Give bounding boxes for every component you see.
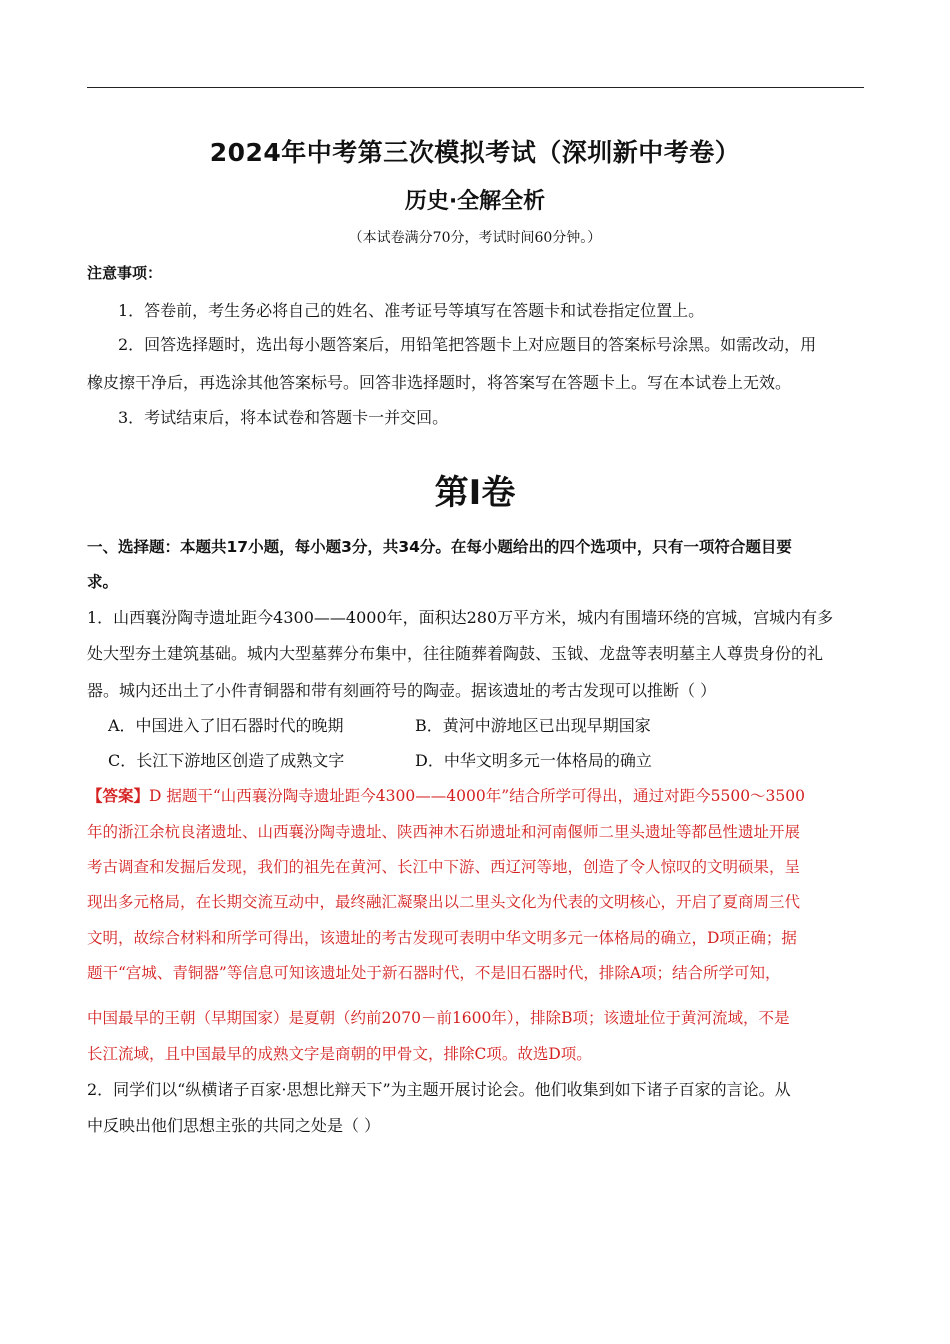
question-1-stem: 器。城内还出土了小件青铜器和带有刻画符号的陶壶。据该遗址的考古发现可以推断（ ） [87, 681, 717, 700]
answer-line: 中国最早的王朝（早期国家）是夏朝（约前2070－前1600年），排除B项；该遗址位于黄河流域，不是 [87, 1009, 790, 1027]
question-1-option-a: A．中国进入了旧石器时代的晚期 [108, 716, 344, 735]
question-1-answer [87, 784, 805, 806]
question-1-stem: 处大型夯土建筑基础。城内大型墓葬分布集中，往往随葬着陶鼓、玉钺、龙盘等表明墓主人尊贵身份的礼 [87, 644, 824, 663]
answer-line: 文明，故综合材料和所学可得出，该遗址的考古发现可表明中华文明多元一体格局的确立，D项正确；据 [87, 929, 797, 947]
question-2-stem: 2．同学们以“纵横诸子百家·思想比辩天下”为主题开展讨论会。他们收集到如下诸子百家的言论。从 [87, 1080, 791, 1099]
answer-line: 考古调查和发掘后发现，我们的祖先在黄河、长江中下游、西辽河等地，创造了令人惊叹的文明硕果，呈 [87, 858, 801, 876]
notice-item: 1．答卷前，考生务必将自己的姓名、准考证号等填写在答题卡和试卷指定位置上。 [118, 301, 705, 320]
answer-label: 【答案】 [87, 786, 150, 805]
notice-item: 橡皮擦干净后，再选涂其他答案标号。回答非选择题时，将答案写在答题卡上。写在本试卷上无效。 [87, 373, 792, 392]
question-2-stem: 中反映出他们思想主张的共同之处是（ ） [87, 1116, 381, 1135]
answer-line: 题干“宫城、青铜器”等信息可知该遗址处于新石器时代，不是旧石器时代，排除A项；结合所学可知， [87, 964, 781, 982]
question-1-option-c: C．长江下游地区创造了成熟文字 [108, 751, 345, 770]
notice-item: 3．考试结束后，将本试卷和答题卡一并交回。 [118, 408, 449, 427]
section-heading: 第Ⅰ卷 [434, 473, 516, 513]
section-instructions: 一、选择题：本题共17小题，每小题3分，共34分。在每小题给出的四个选项中，只有一项符合题目要 [87, 538, 792, 556]
answer-line: 现出多元格局，在长期交流互动中，最终融汇凝聚出以二里头文化为代表的文明核心，开启了夏商周三代 [87, 893, 801, 911]
notice-label: 注意事项： [87, 264, 163, 282]
exam-subtitle: 历史·全解全析 [404, 189, 546, 214]
notice-item: 2．回答选择题时，选出每小题答案后，用铅笔把答题卡上对应题目的答案标号涂黑。如需改动，用 [118, 335, 817, 354]
question-1-stem: 1．山西襄汾陶寺遗址距今4300——4000年，面积达280万平方米，城内有围墙环绕的宫城，宫城内有多 [87, 608, 834, 627]
answer-text: D 据题干“山西襄汾陶寺遗址距今4300——4000年”结合所学可得出，通过对距今5500～3500 [149, 787, 806, 805]
question-1-option-d: D．中华文明多元一体格局的确立 [415, 751, 652, 770]
question-1-option-b: B．黄河中游地区已出现早期国家 [415, 716, 651, 735]
exam-title: 2024年中考第三次模拟考试（深圳新中考卷） [209, 138, 741, 167]
header-rule [87, 87, 864, 88]
exam-note: （本试卷满分70分，考试时间60分钟。） [348, 230, 602, 246]
answer-line: 年的浙江余杭良渚遗址、山西襄汾陶寺遗址、陕西神木石峁遗址和河南偃师二里头遗址等都邑性遗址开展 [87, 823, 801, 841]
section-instructions: 求。 [87, 573, 119, 591]
answer-line: 长江流域，且中国最早的成熟文字是商朝的甲骨文，排除C项。故选D项。 [87, 1045, 592, 1063]
